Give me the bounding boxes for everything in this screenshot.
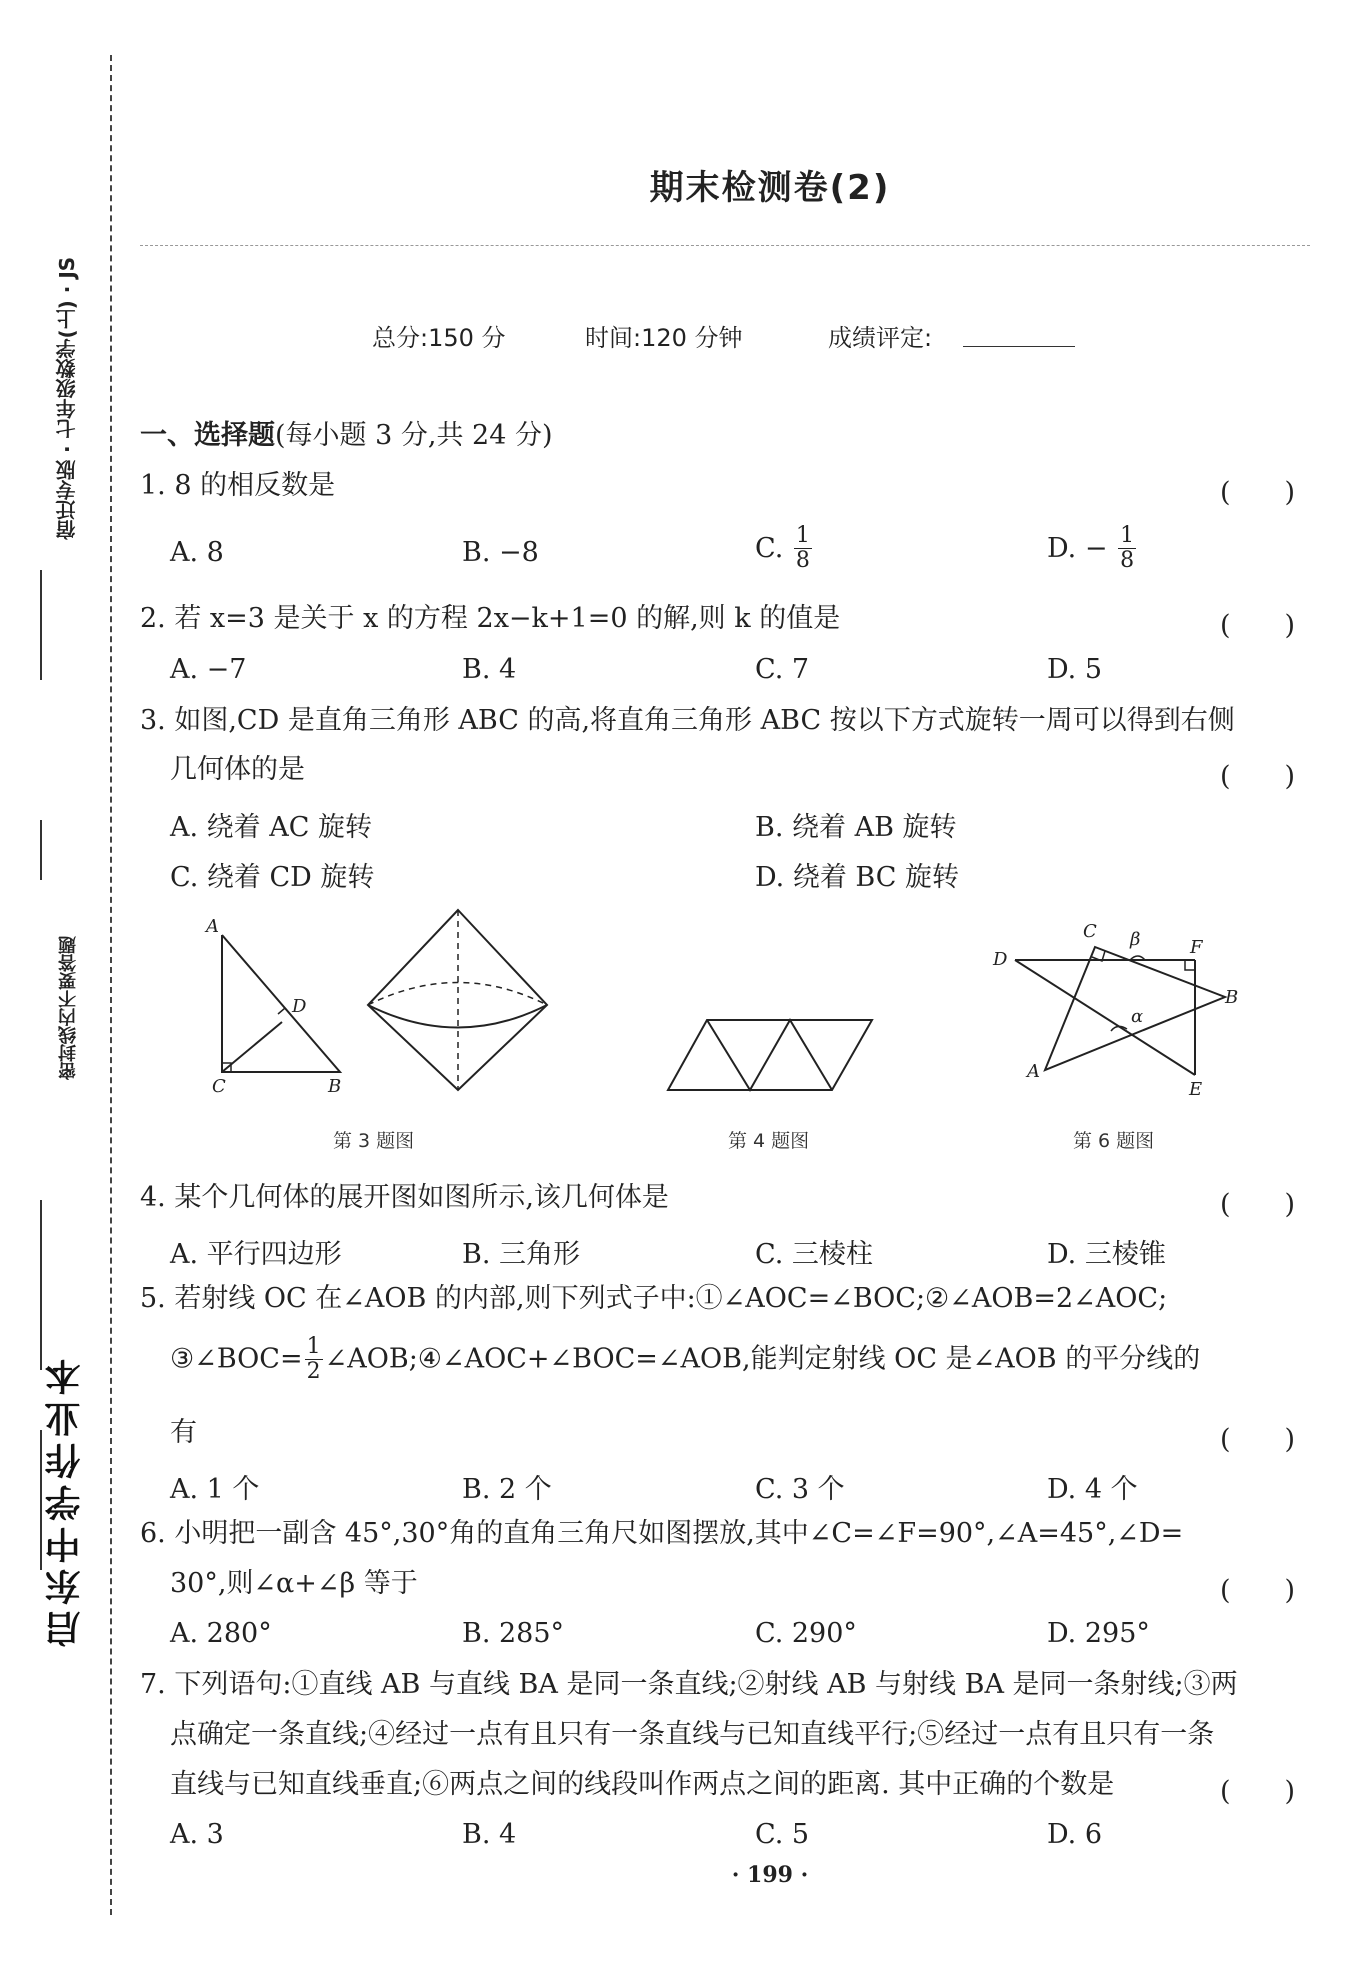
q4-option-d: D. 三棱锥 (1047, 1239, 1166, 1270)
point-label-c: C (1083, 921, 1097, 942)
q6-option-d: D. 295° (1047, 1618, 1150, 1649)
figure-4-net (660, 1010, 880, 1100)
fraction: $\frac{1}{8}$ (1120, 523, 1135, 573)
angle-beta: β (1130, 929, 1141, 950)
q5-option-c: C. 3 个 (755, 1474, 845, 1505)
point-label-a: A (1027, 1061, 1040, 1082)
q3-option-d: D. 绕着 BC 旋转 (755, 862, 960, 893)
figure-4-caption: 第 4 题图 (728, 1130, 810, 1152)
q6-option-a: A. 280° (170, 1618, 272, 1649)
q6-option-b: B. 285° (462, 1618, 565, 1649)
time-limit: 时间:120 分钟 (585, 324, 743, 352)
q5-option-b: B. 2 个 (462, 1474, 552, 1505)
blank-line (40, 820, 42, 880)
point-label-a: A (206, 916, 219, 937)
question-6-stem: 6. 小明把一副含 45°,30°角的直角三角尺如图摆放,其中∠C=∠F=90°,∠A=45°,∠D= (140, 1518, 1184, 1549)
section-heading (140, 420, 553, 452)
blank-line (40, 1430, 42, 1570)
figure-3-solid (360, 905, 560, 1095)
title-divider (140, 245, 1310, 246)
question-5-stem-end: 有 (170, 1417, 197, 1448)
section-title: 一、选择题 (140, 420, 275, 451)
point-label-b: B (1225, 987, 1239, 1008)
seal-dashed-line (110, 55, 112, 1915)
section-note: (每小题 3 分,共 24 分) (275, 420, 553, 451)
question-7-stem-cont: 点确定一条直线;④经过一点有且只有一条直线与已知直线平行;⑤经过一点有且只有一条 (170, 1719, 1215, 1750)
q4-option-c: C. 三棱柱 (755, 1239, 873, 1270)
question-7-stem: 7. 下列语句:①直线 AB 与直线 BA 是同一条直线;②射线 AB 与射线 BA 是同一条射线;③两 (140, 1669, 1238, 1700)
book-title: 启东中学作业本 (45, 1353, 86, 1647)
point-label-d: D (292, 996, 307, 1017)
question-3-stem: 3. 如图,CD 是直角三角形 ABC 的高,将直角三角形 ABC 按以下方式旋转一周可以得到右侧 (140, 705, 1235, 736)
blank-line (40, 1200, 42, 1370)
q3-option-a: A. 绕着 AC 旋转 (170, 812, 372, 843)
q2-option-a: A. −7 (170, 654, 247, 685)
point-label-e: E (1189, 1079, 1203, 1095)
q1-option-b: B. −8 (462, 537, 539, 568)
blank-line (40, 570, 42, 680)
angle-alpha: α (1131, 1006, 1144, 1027)
q7-option-b: B. 4 (462, 1819, 517, 1850)
q4-option-b: B. 三角形 (462, 1239, 581, 1270)
question-5-stem-cont: ③∠BOC= $\frac{1}{2}$ ∠AOB;④∠AOC+∠BOC=∠AOB,能判定射线 OC 是∠AOB 的平分线的 (170, 1334, 1201, 1384)
q1-option-d: D. − $\frac{1}{8}$ (1047, 523, 1135, 573)
answer-paren: ( ) (1220, 1189, 1296, 1220)
q2-option-d: D. 5 (1047, 654, 1103, 685)
answer-paren: ( ) (1220, 477, 1296, 508)
figure-3-triangle (200, 900, 380, 1100)
question-2-stem: 2. 若 x=3 是关于 x 的方程 2x−k+1=0 的解,则 k 的值是 (140, 603, 841, 634)
page-title: 期末检测卷(2) (649, 168, 891, 208)
q5-option-a: A. 1 个 (170, 1474, 260, 1505)
fraction: $\frac{1}{8}$ (795, 523, 810, 573)
series-label: 宿迁专版 · 七年级数学(上) · JS (55, 256, 79, 540)
point-label-d: D (993, 949, 1008, 970)
answer-paren: ( ) (1220, 1424, 1296, 1455)
q3-option-b: B. 绕着 AB 旋转 (755, 812, 957, 843)
question-4-stem: 4. 某个几何体的展开图如图所示,该几何体是 (140, 1182, 669, 1213)
question-7-stem-end: 直线与已知直线垂直;⑥两点之间的线段叫作两点之间的距离. 其中正确的个数是 (170, 1769, 1115, 1800)
point-label-b: B (328, 1076, 342, 1097)
figure-6-set-squares (985, 915, 1255, 1095)
q3-option-c: C. 绕着 CD 旋转 (170, 862, 375, 893)
question-1-stem: 1. 8 的相反数是 (140, 470, 336, 501)
figure-6-caption: 第 6 题图 (1073, 1130, 1155, 1152)
point-label-c: C (212, 1076, 226, 1097)
q7-option-d: D. 6 (1047, 1819, 1103, 1850)
fraction: $\frac{1}{2}$ (306, 1334, 321, 1384)
q4-option-a: A. 平行四边形 (170, 1239, 342, 1270)
q2-option-b: B. 4 (462, 654, 517, 685)
total-score: 总分:150 分 (372, 324, 506, 352)
q7-option-a: A. 3 (170, 1819, 224, 1850)
seal-note: 密封线内不要答题 (58, 936, 79, 1080)
page-number: · 199 · (731, 1862, 809, 1888)
q1-option-c: C. $\frac{1}{8}$ (755, 523, 810, 573)
q6-option-c: C. 290° (755, 1618, 857, 1649)
q5-option-d: D. 4 个 (1047, 1474, 1138, 1505)
question-6-stem-cont: 30°,则∠α+∠β 等于 (170, 1568, 418, 1599)
question-5-stem: 5. 若射线 OC 在∠AOB 的内部,则下列式子中:①∠AOC=∠BOC;②∠AOB=2∠AOC; (140, 1283, 1168, 1314)
score-blank (963, 346, 1075, 347)
q2-option-c: C. 7 (755, 654, 810, 685)
q7-option-c: C. 5 (755, 1819, 810, 1850)
score-label: 成绩评定: (828, 324, 933, 352)
answer-paren: ( ) (1220, 610, 1296, 641)
question-3-stem-cont: 几何体的是 (170, 754, 305, 785)
answer-paren: ( ) (1220, 761, 1296, 792)
answer-paren: ( ) (1220, 1776, 1296, 1807)
point-label-f: F (1190, 937, 1203, 958)
q1-option-a: A. 8 (170, 537, 224, 568)
figure-3-caption: 第 3 题图 (333, 1130, 415, 1152)
answer-paren: ( ) (1220, 1575, 1296, 1606)
